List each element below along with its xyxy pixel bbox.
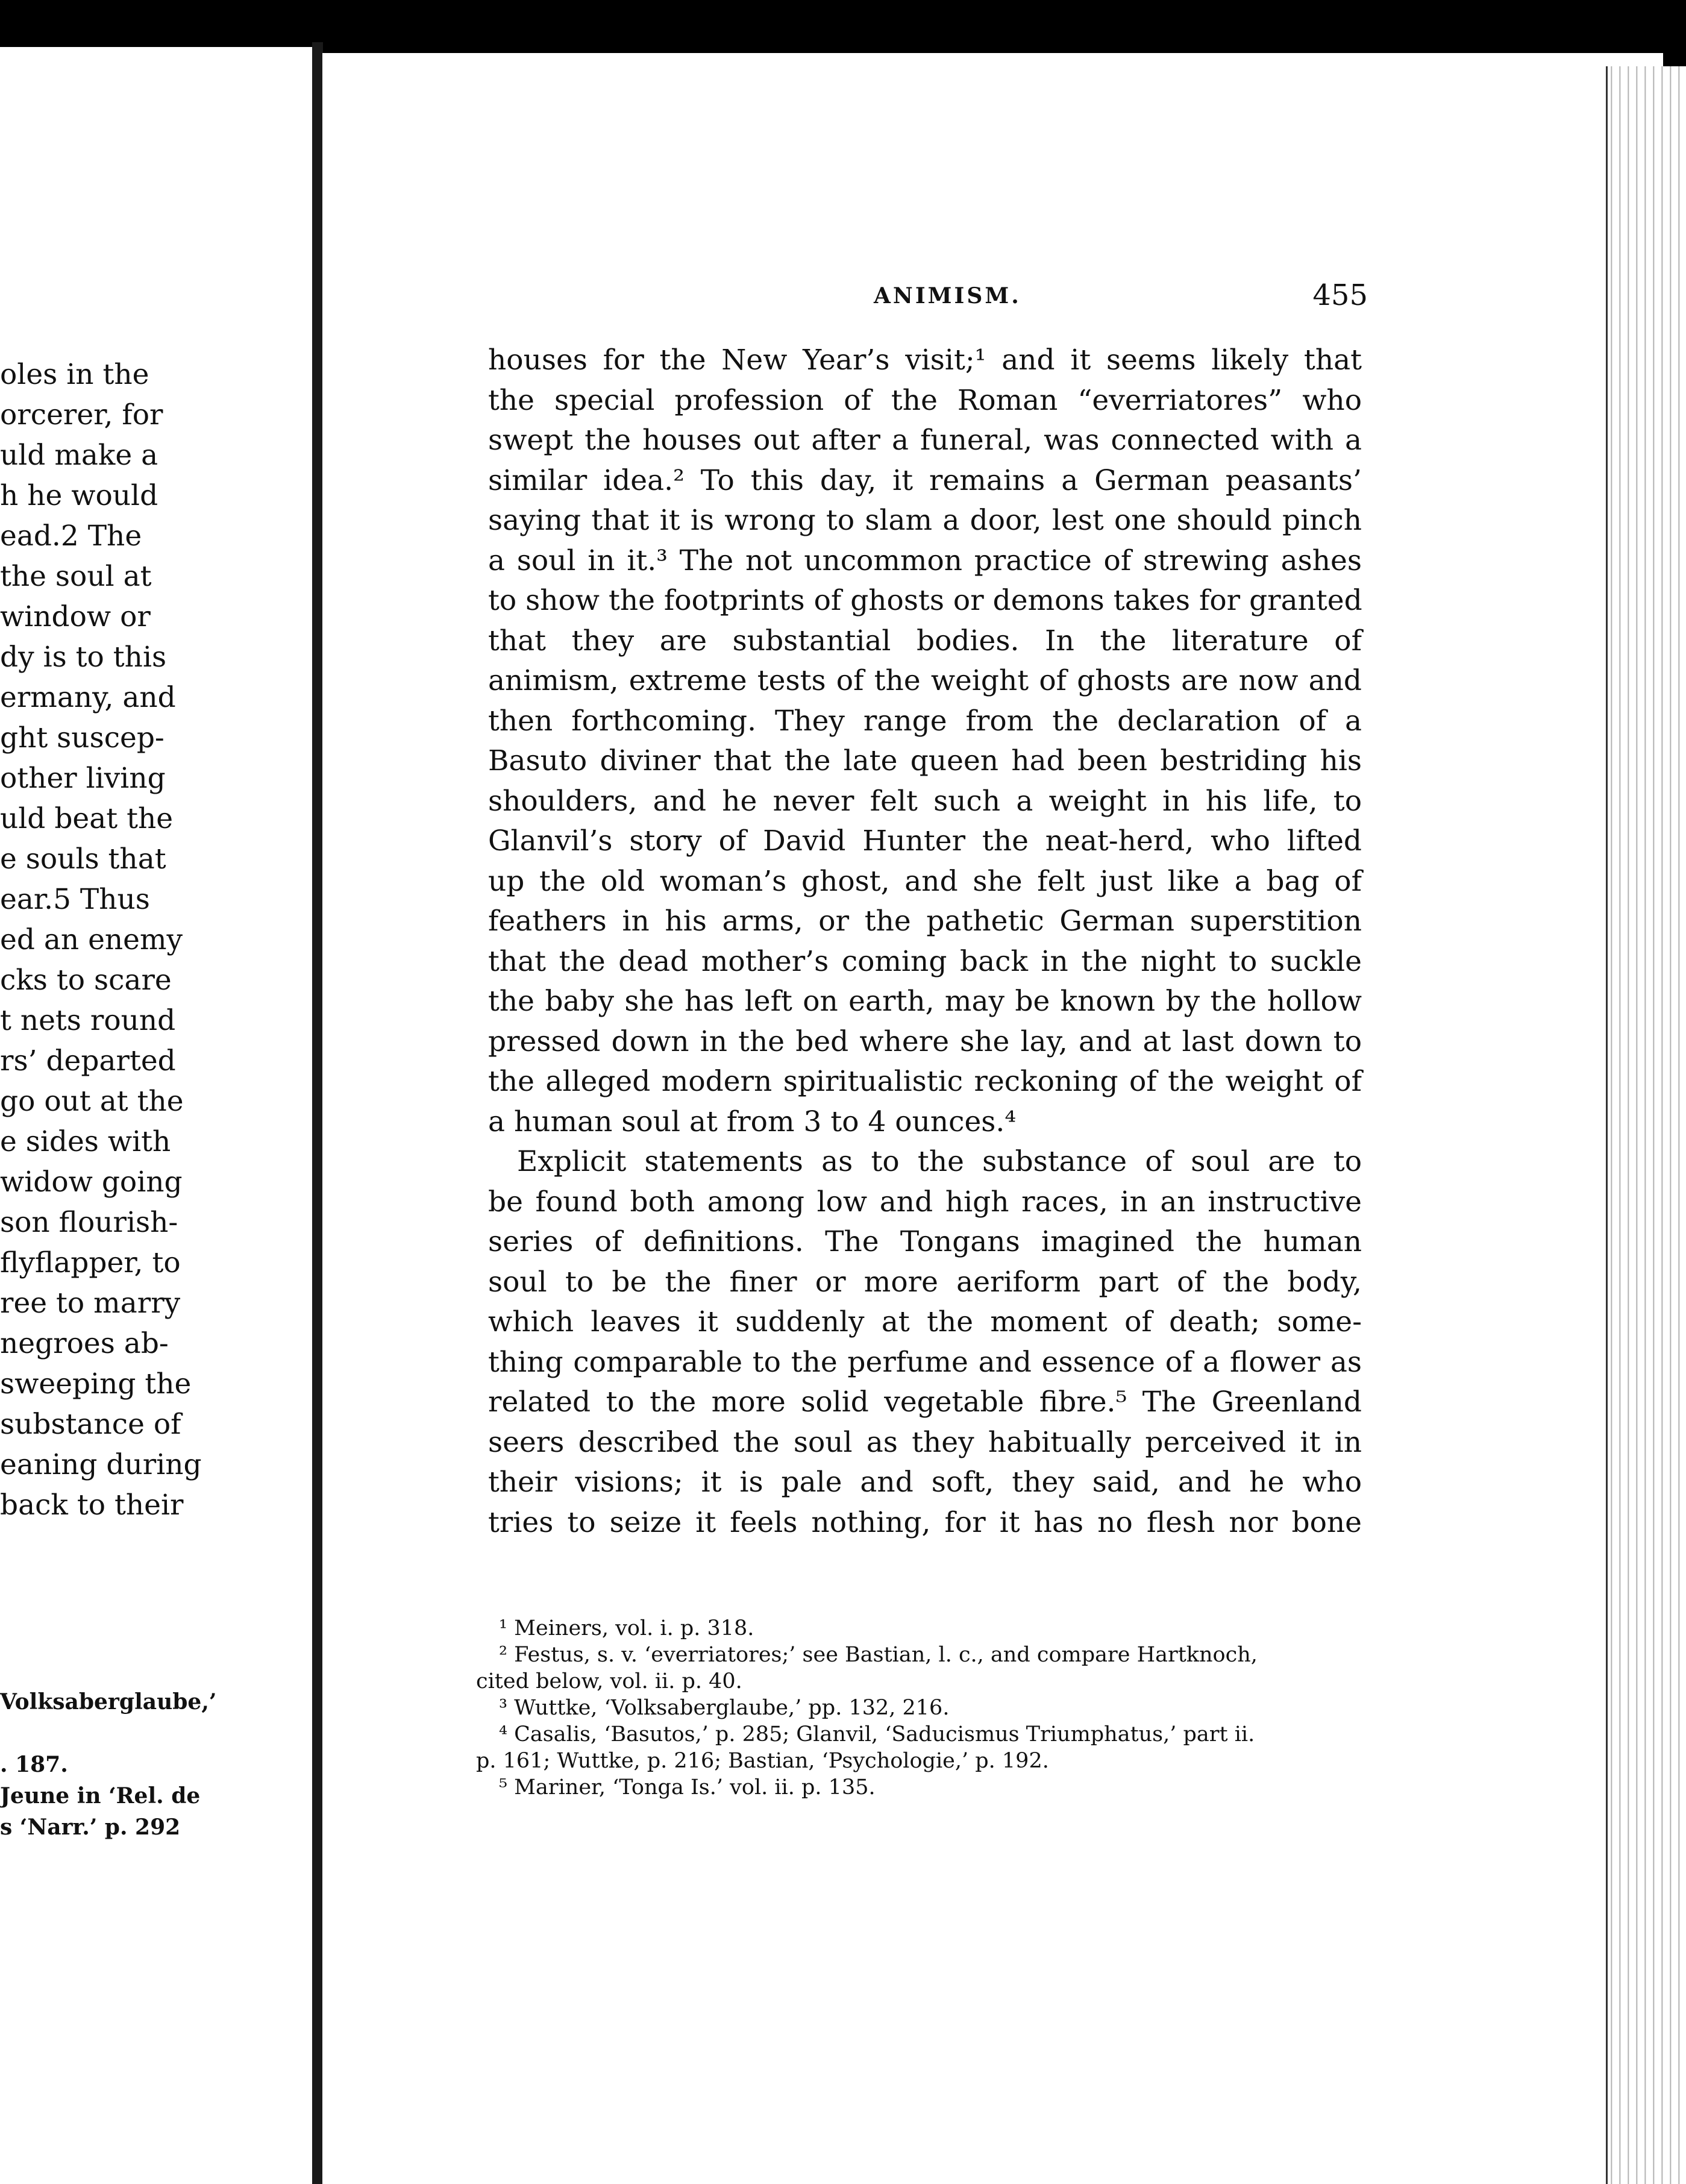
left-line: ear.5 Thus — [0, 883, 150, 916]
page-header — [874, 278, 1368, 319]
left-line: negroes ab- — [0, 1327, 169, 1360]
left-line: ed an enemy — [0, 923, 183, 956]
page-number: 455 — [1312, 278, 1368, 312]
text-line: which leaves it suddenly at the moment of death; some- — [488, 1305, 1362, 1338]
text-line: that they are substantial bodies. In the literature of — [488, 624, 1362, 657]
left-line: rs’ departed — [0, 1044, 176, 1078]
text-line: animism, extreme tests of the weight of ghosts are now and — [488, 664, 1362, 697]
footnote: ¹ Meiners, vol. i. p. 318. — [499, 1616, 754, 1640]
left-line: widow going — [0, 1166, 183, 1199]
text-line: their visions; it is pale and soft, they said, and he who — [488, 1466, 1362, 1499]
left-line: t nets round — [0, 1004, 176, 1037]
left-page — [0, 47, 313, 2184]
footnote: ³ Wuttke, ‘Volksaberglaube,’ pp. 132, 216. — [499, 1696, 950, 1720]
book-gutter — [312, 42, 323, 2184]
left-footnote: Jeune in ‘Rel. de — [0, 1783, 201, 1809]
text-line: soul to be the finer or more aeriform part of the body, — [488, 1265, 1362, 1299]
text-line: the baby she has left on earth, may be known by the hollow — [488, 985, 1362, 1018]
left-line: back to their — [0, 1489, 184, 1522]
text-line: a soul in it.³ The not uncommon practice of strewing ashes — [488, 544, 1362, 577]
left-line: uld beat the — [0, 802, 174, 835]
footnote-continuation: cited below, vol. ii. p. 40. — [476, 1669, 742, 1693]
text-line: similar idea.² To this day, it remains a German peasants’ — [488, 463, 1362, 497]
left-line: the soul at — [0, 560, 152, 593]
footnote: ⁴ Casalis, ‘Basutos,’ p. 285; Glanvil, ‘Saducismus Triumphatus,’ part ii. — [499, 1722, 1255, 1746]
left-line: go out at the — [0, 1085, 184, 1118]
text-line: to show the footprints of ghosts or demons takes for granted — [488, 584, 1362, 617]
text-line: feathers in his arms, or the pathetic German superstition — [488, 905, 1362, 938]
left-line: eaning during — [0, 1448, 202, 1481]
text-line: Glanvil’s story of David Hunter the neat-herd, who lifted — [488, 824, 1362, 858]
text-line: up the old woman’s ghost, and she felt just like a bag of — [488, 864, 1362, 898]
left-line: e sides with — [0, 1125, 171, 1158]
left-line: other living — [0, 762, 166, 795]
left-line: cks to scare — [0, 964, 172, 997]
text-line: then forthcoming. They range from the declaration of a — [488, 704, 1362, 738]
left-line: oles in the — [0, 358, 149, 391]
left-line: uld make a — [0, 439, 158, 472]
left-footnote: s ‘Narr.’ p. 292 — [0, 1815, 181, 1840]
text-line: a human soul at from 3 to 4 ounces.⁴ — [488, 1105, 1017, 1138]
page-edges — [1606, 66, 1686, 2184]
text-line: the alleged modern spiritualistic reckoning of the weight of — [488, 1065, 1362, 1098]
left-line: dy is to this — [0, 641, 167, 674]
footnote: ² Festus, s. v. ‘everriatores;’ see Bastian, l. c., and compare Hartknoch, — [499, 1643, 1258, 1667]
footnote: ⁵ Mariner, ‘Tonga Is.’ vol. ii. p. 135. — [499, 1775, 876, 1800]
text-line: seers described the soul as they habitually perceived it in — [488, 1425, 1362, 1459]
text-line: that the dead mother’s coming back in the night to suckle — [488, 944, 1362, 978]
left-line: window or — [0, 600, 151, 633]
footnotes — [476, 1615, 1350, 1801]
text-line: the special profession of the Roman “everriatores” who — [488, 383, 1362, 417]
text-line: shoulders, and he never felt such a weight in his life, to — [488, 784, 1362, 818]
body-text — [488, 340, 1362, 1543]
left-line: ght suscep- — [0, 721, 165, 755]
left-footnote — [0, 1718, 313, 1749]
left-line: h he would — [0, 479, 158, 512]
text-line: series of definitions. The Tongans imagined the human — [488, 1225, 1362, 1258]
text-line: thing comparable to the perfume and essence of a flower as — [488, 1345, 1362, 1379]
left-page-footnotes — [0, 1686, 313, 1843]
text-line: tries to seize it feels nothing, for it has no flesh nor bone — [488, 1505, 1362, 1539]
left-line: sweeping the — [0, 1367, 192, 1401]
left-footnote: Volksaberglaube,’ — [0, 1689, 217, 1715]
left-line: flyflapper, to — [0, 1246, 181, 1279]
left-line: ead.2 The — [0, 519, 142, 553]
left-line: ermany, and — [0, 681, 176, 714]
text-line: Explicit statements as to the substance of soul are to — [517, 1145, 1362, 1178]
left-footnote: . 187. — [0, 1752, 68, 1777]
left-line: orcerer, for — [0, 398, 163, 431]
left-line: ree to marry — [0, 1287, 181, 1320]
text-line: houses for the New Year’s visit;¹ and it seems likely that — [488, 344, 1362, 377]
left-page-text — [0, 354, 313, 1525]
text-line: swept the houses out after a funeral, was connected with a — [488, 424, 1362, 457]
running-head: ANIMISM. — [874, 283, 1021, 309]
left-line: substance of — [0, 1408, 181, 1441]
text-line: saying that it is wrong to slam a door, lest one should pinch — [488, 504, 1362, 537]
text-line: related to the more solid vegetable fibre.⁵ The Greenland — [488, 1385, 1362, 1419]
left-line: e souls that — [0, 843, 166, 876]
left-line: son flourish- — [0, 1206, 178, 1239]
text-line: Basuto diviner that the late queen had been bestriding his — [488, 744, 1362, 777]
text-line: pressed down in the bed where she lay, and at last down to — [488, 1025, 1362, 1058]
text-line: be found both among low and high races, in an instructive — [488, 1185, 1362, 1219]
footnote-continuation: p. 161; Wuttke, p. 216; Bastian, ‘Psychologie,’ p. 192. — [476, 1749, 1049, 1773]
